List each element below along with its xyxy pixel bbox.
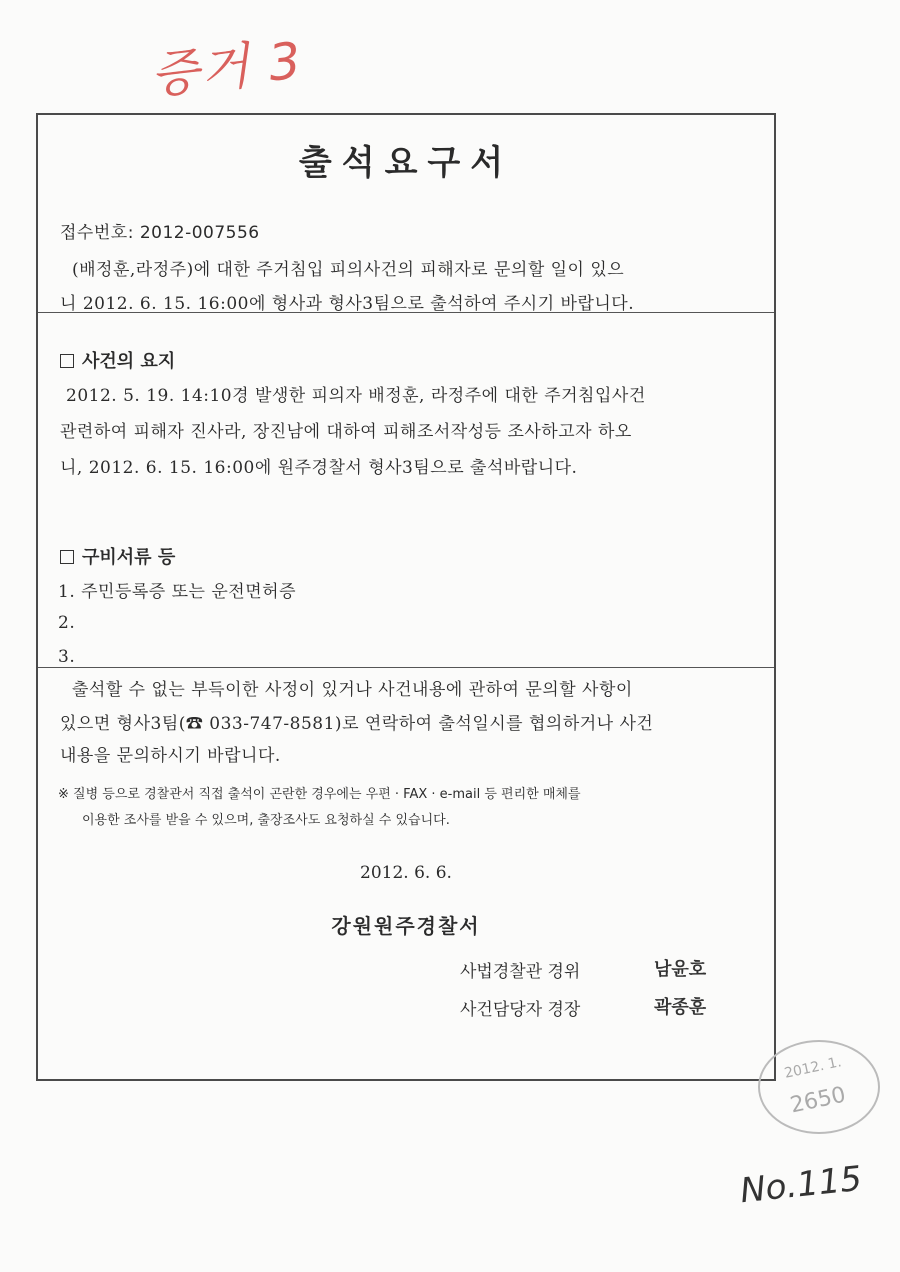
required-document-item: 2. [58,613,76,633]
case-summary-line: 2012. 5. 19. 14:10경 발생한 피의자 배정훈, 라정주에 대한 주거침입사건 [66,386,646,406]
case-summary-heading: 사건의 요지 [60,347,175,373]
section-divider [38,667,774,668]
checkbox-icon [60,550,74,564]
summons-document [36,113,776,1081]
intro-line: (배정훈,라정주)에 대한 주거침입 피의사건의 피해자로 문의할 일이 있으 [72,260,625,280]
stamp-date: 2012. 1. [782,1054,843,1082]
police-station-name: 강원원주경찰서 [331,914,481,938]
document-title: 출석요구서 [298,143,514,183]
intro-line: 니 2012. 6. 15. 16:00에 형사과 형사3팀으로 출석하여 주시기 바랍니다. [60,294,635,314]
required-documents-heading: 구비서류 등 [60,543,175,569]
issue-date: 2012. 6. 6. [360,863,452,883]
contact-line: 내용을 문의하시기 바랍니다. [60,746,281,766]
required-document-item: 1. 주민등록증 또는 운전면허증 [58,582,296,602]
stamp-number: 2650 [788,1082,848,1119]
officer-title: 사법경찰관 경위 [460,962,581,982]
officer-signature: 남윤호 [654,959,707,980]
page-number: No.115 [738,1158,864,1212]
contact-line: 출석할 수 없는 부득이한 사정이 있거나 사건내용에 관하여 문의할 사항이 [72,680,633,700]
note-line: 이용한 조사를 받을 수 있으며, 출장조사도 요청하실 수 있습니다. [82,813,450,828]
case-summary-line: 니, 2012. 6. 15. 16:00에 원주경찰서 형사3팀으로 출석바랍니다. [60,458,578,478]
section-divider [38,312,774,313]
receipt-number: 접수번호: 2012-007556 [60,223,260,243]
officer-signature: 곽종훈 [654,997,707,1018]
required-document-item: 3. [58,647,76,667]
contact-line: 있으면 형사3팀(☎ 033-747-8581)로 연락하여 출석일시를 협의하거나 사건 [60,714,654,734]
officer-title: 사건담당자 경장 [460,1000,581,1020]
note-line: ※ 질병 등으로 경찰관서 직접 출석이 곤란한 경우에는 우편 · FAX · e-mail 등 편리한 매체를 [58,787,581,802]
case-summary-line: 관련하여 피해자 진사라, 장진남에 대하여 피해조서작성등 조사하고자 하오 [60,422,632,442]
receipt-stamp [758,1040,880,1134]
checkbox-icon [60,354,74,368]
handwritten-exhibit-mark: 증거 3 [147,31,306,105]
